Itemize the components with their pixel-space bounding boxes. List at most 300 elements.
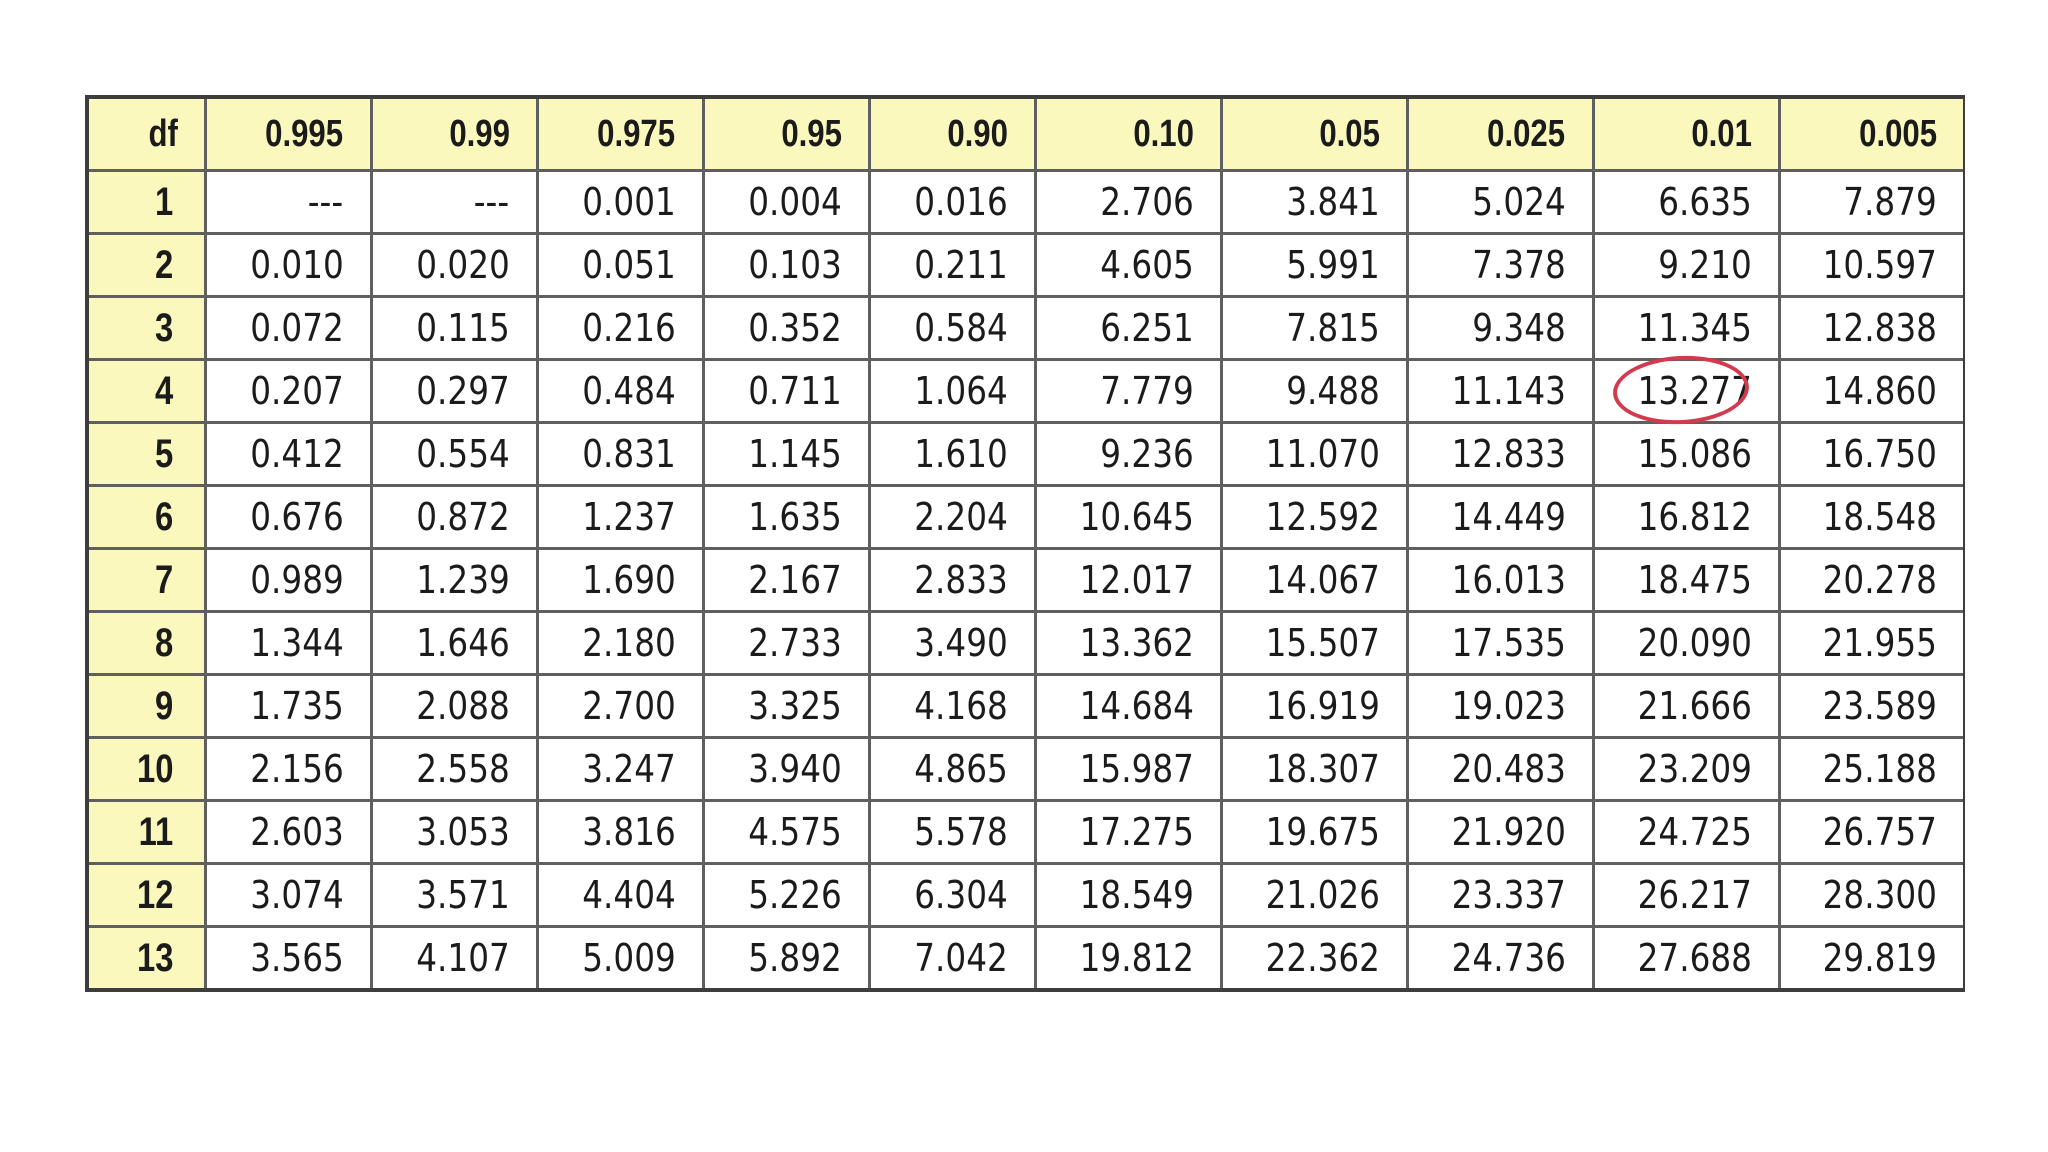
table-cell — [1779, 423, 1965, 486]
cell-value: 12.592 — [1265, 495, 1380, 539]
table-cell — [371, 171, 537, 234]
table-cell — [1593, 675, 1779, 738]
table-row — [87, 171, 1965, 234]
cell-value: 2.833 — [913, 558, 1008, 602]
cell-value: 3.053 — [415, 810, 510, 854]
column-header — [1593, 97, 1779, 171]
table-cell — [869, 234, 1035, 297]
column-header — [1407, 97, 1593, 171]
cell-value: 0.831 — [581, 432, 676, 476]
table-cell — [371, 423, 537, 486]
table-row — [87, 486, 1965, 549]
row-header-label: 9 — [155, 683, 174, 728]
table-cell — [371, 738, 537, 801]
table-cell — [1221, 486, 1407, 549]
cell-value: 0.016 — [913, 180, 1008, 224]
table-cell — [1779, 549, 1965, 612]
table-cell — [371, 360, 537, 423]
row-header-label: 2 — [155, 242, 174, 287]
table-cell — [1593, 738, 1779, 801]
table-cell — [371, 864, 537, 927]
cell-value: 0.989 — [249, 558, 344, 602]
cell-value: 10.597 — [1822, 243, 1937, 287]
cell-value: 3.565 — [249, 936, 344, 980]
table-cell — [537, 864, 703, 927]
cell-value: --- — [308, 180, 344, 224]
table-row — [87, 423, 1965, 486]
column-header — [703, 97, 869, 171]
table-cell — [1221, 171, 1407, 234]
table-cell — [869, 675, 1035, 738]
cell-value: 2.700 — [581, 684, 676, 728]
table-cell — [1407, 927, 1593, 991]
cell-value: 7.779 — [1099, 369, 1194, 413]
cell-value: 0.352 — [747, 306, 842, 350]
table-cell — [205, 927, 371, 991]
table-row — [87, 864, 1965, 927]
table-row — [87, 297, 1965, 360]
table-cell — [1035, 864, 1221, 927]
cell-value: 1.690 — [581, 558, 676, 602]
cell-value: 1.239 — [415, 558, 510, 602]
table-cell — [1221, 801, 1407, 864]
table-cell — [537, 234, 703, 297]
row-header-label: 1 — [155, 179, 174, 224]
cell-value: 23.337 — [1451, 873, 1566, 917]
table-body — [87, 171, 1965, 991]
table-cell — [1035, 612, 1221, 675]
cell-value: 2.204 — [913, 495, 1008, 539]
table-cell — [869, 360, 1035, 423]
cell-value: 4.107 — [415, 936, 510, 980]
table-cell — [1407, 864, 1593, 927]
table-cell — [703, 171, 869, 234]
cell-value: 0.103 — [747, 243, 842, 287]
cell-value: --- — [474, 180, 510, 224]
table-cell — [703, 549, 869, 612]
table-row — [87, 360, 1965, 423]
table-cell — [537, 486, 703, 549]
table-cell — [205, 738, 371, 801]
table-cell — [1407, 171, 1593, 234]
chi-square-table — [85, 95, 1965, 992]
cell-value: 26.757 — [1822, 810, 1937, 854]
cell-value: 3.940 — [747, 747, 842, 791]
cell-value: 5.024 — [1471, 180, 1566, 224]
table-cell — [1779, 486, 1965, 549]
table-row — [87, 234, 1965, 297]
table-cell — [703, 864, 869, 927]
cell-value: 9.236 — [1099, 432, 1194, 476]
table-cell — [1221, 234, 1407, 297]
table-cell — [1593, 297, 1779, 360]
cell-value: 1.145 — [747, 432, 842, 476]
cell-value: 0.297 — [415, 369, 510, 413]
table-cell — [1407, 360, 1593, 423]
table-cell — [1593, 864, 1779, 927]
cell-value: 5.009 — [581, 936, 676, 980]
cell-value: 7.879 — [1843, 180, 1937, 224]
table-cell — [537, 927, 703, 991]
table-cell — [1035, 360, 1221, 423]
table-cell — [1593, 486, 1779, 549]
row-header-df — [87, 612, 205, 675]
row-header-df — [87, 423, 205, 486]
cell-value: 0.051 — [581, 243, 676, 287]
cell-value: 19.675 — [1265, 810, 1380, 854]
table-cell — [703, 486, 869, 549]
column-header-label: 0.90 — [946, 112, 1008, 155]
cell-value: 27.688 — [1637, 936, 1752, 980]
cell-value: 19.023 — [1451, 684, 1566, 728]
table-cell — [1593, 927, 1779, 991]
table-cell — [1779, 738, 1965, 801]
table-row — [87, 549, 1965, 612]
column-header — [1035, 97, 1221, 171]
cell-value: 15.987 — [1079, 747, 1194, 791]
cell-value: 24.736 — [1451, 936, 1566, 980]
table-cell — [703, 423, 869, 486]
table-cell — [703, 297, 869, 360]
cell-value: 15.086 — [1637, 432, 1752, 476]
cell-value: 12.833 — [1451, 432, 1566, 476]
cell-value: 20.278 — [1822, 558, 1937, 602]
table-cell — [1035, 549, 1221, 612]
table-cell — [703, 612, 869, 675]
cell-value: 17.275 — [1079, 810, 1194, 854]
row-header-df — [87, 171, 205, 234]
table-cell — [1779, 234, 1965, 297]
cell-value: 21.955 — [1822, 621, 1937, 665]
cell-value: 12.838 — [1822, 306, 1937, 350]
cell-value: 7.042 — [913, 936, 1008, 980]
row-header-label: 12 — [137, 872, 174, 917]
cell-value: 4.865 — [913, 747, 1008, 791]
table-cell — [1779, 297, 1965, 360]
cell-value: 11.143 — [1451, 369, 1566, 413]
cell-value: 23.589 — [1822, 684, 1937, 728]
cell-value: 5.991 — [1285, 243, 1380, 287]
cell-value: 25.188 — [1822, 747, 1937, 791]
row-header-label: 5 — [155, 431, 174, 476]
table-cell — [1221, 927, 1407, 991]
cell-value: 13.277 — [1637, 369, 1752, 413]
cell-value: 16.919 — [1265, 684, 1380, 728]
table-cell — [1221, 864, 1407, 927]
cell-value: 0.584 — [913, 306, 1008, 350]
cell-value: 0.211 — [913, 243, 1008, 287]
table-cell — [1593, 549, 1779, 612]
table-cell — [537, 801, 703, 864]
table-cell — [869, 549, 1035, 612]
table-cell — [205, 423, 371, 486]
table-cell — [371, 927, 537, 991]
table-cell — [1035, 234, 1221, 297]
cell-value: 16.013 — [1451, 558, 1566, 602]
table-row — [87, 612, 1965, 675]
table-cell — [1779, 927, 1965, 991]
row-header-label: 8 — [155, 620, 174, 665]
column-header-label: 0.975 — [597, 112, 676, 155]
cell-value: 5.892 — [747, 936, 842, 980]
cell-value: 1.344 — [249, 621, 344, 665]
column-header-label: 0.01 — [1690, 112, 1752, 155]
cell-value: 2.733 — [747, 621, 842, 665]
table-cell — [869, 486, 1035, 549]
row-header-df — [87, 801, 205, 864]
table-cell — [205, 801, 371, 864]
cell-value: 22.362 — [1265, 936, 1380, 980]
table-cell — [703, 360, 869, 423]
cell-value: 3.490 — [913, 621, 1008, 665]
table-cell — [537, 423, 703, 486]
row-header-label: 13 — [137, 935, 174, 980]
table-cell — [869, 423, 1035, 486]
table-cell — [371, 234, 537, 297]
cell-value: 2.558 — [415, 747, 510, 791]
table-cell — [1407, 234, 1593, 297]
cell-value: 0.072 — [249, 306, 344, 350]
table-cell — [1407, 423, 1593, 486]
table-cell — [537, 360, 703, 423]
table-cell — [703, 234, 869, 297]
cell-value: 17.535 — [1451, 621, 1566, 665]
cell-value: 2.706 — [1099, 180, 1194, 224]
table-cell — [869, 801, 1035, 864]
table-cell — [869, 612, 1035, 675]
table-cell — [1407, 549, 1593, 612]
cell-value: 28.300 — [1822, 873, 1937, 917]
cell-value: 1.064 — [913, 369, 1008, 413]
column-header — [371, 97, 537, 171]
table-cell — [869, 297, 1035, 360]
cell-value: 9.348 — [1471, 306, 1566, 350]
table-cell — [1593, 423, 1779, 486]
table-cell — [1221, 549, 1407, 612]
row-header-df — [87, 297, 205, 360]
table-cell — [1035, 171, 1221, 234]
table-cell — [1407, 801, 1593, 864]
column-header-label: df — [148, 112, 178, 155]
cell-value: 0.676 — [249, 495, 344, 539]
chi-square-table-viewport — [85, 95, 1965, 993]
table-cell — [371, 675, 537, 738]
cell-value: 1.646 — [415, 621, 510, 665]
table-cell — [1407, 675, 1593, 738]
cell-value: 18.475 — [1637, 558, 1752, 602]
table-cell — [869, 864, 1035, 927]
table-cell — [371, 297, 537, 360]
cell-value: 14.860 — [1822, 369, 1937, 413]
cell-value: 5.578 — [913, 810, 1008, 854]
cell-value: 14.067 — [1265, 558, 1380, 602]
cell-value: 7.378 — [1471, 243, 1566, 287]
table-cell — [1035, 486, 1221, 549]
cell-value: 9.210 — [1657, 243, 1752, 287]
row-header-df — [87, 234, 205, 297]
cell-value: 11.345 — [1637, 306, 1752, 350]
cell-value: 1.635 — [747, 495, 842, 539]
table-cell — [1779, 612, 1965, 675]
table-cell — [869, 927, 1035, 991]
cell-value: 21.920 — [1451, 810, 1566, 854]
row-header-df — [87, 486, 205, 549]
cell-value: 0.115 — [415, 306, 510, 350]
table-cell — [869, 171, 1035, 234]
cell-value: 13.362 — [1079, 621, 1194, 665]
cell-value: 0.020 — [415, 243, 510, 287]
table-cell — [1407, 486, 1593, 549]
cell-value: 1.735 — [249, 684, 344, 728]
table-cell — [537, 297, 703, 360]
table-cell — [1407, 612, 1593, 675]
table-cell — [1779, 171, 1965, 234]
table-cell — [537, 549, 703, 612]
table-cell — [1221, 423, 1407, 486]
cell-value: 4.168 — [913, 684, 1008, 728]
cell-value: 14.684 — [1079, 684, 1194, 728]
cell-value: 3.841 — [1285, 180, 1380, 224]
row-header-df — [87, 549, 205, 612]
cell-value: 2.156 — [249, 747, 344, 791]
cell-value: 3.571 — [415, 873, 510, 917]
table-cell — [703, 801, 869, 864]
cell-value: 2.167 — [747, 558, 842, 602]
table-cell — [1221, 360, 1407, 423]
column-header-label: 0.99 — [448, 112, 510, 155]
cell-value: 16.812 — [1637, 495, 1752, 539]
table-cell — [205, 612, 371, 675]
table-cell — [1221, 612, 1407, 675]
cell-value: 0.484 — [581, 369, 676, 413]
table-cell — [1779, 801, 1965, 864]
row-header-label: 7 — [155, 557, 174, 602]
cell-value: 0.216 — [581, 306, 676, 350]
cell-value: 23.209 — [1637, 747, 1752, 791]
cell-value: 29.819 — [1822, 936, 1937, 980]
table-cell — [1035, 738, 1221, 801]
table-cell — [703, 675, 869, 738]
cell-value: 7.815 — [1285, 306, 1380, 350]
table-cell — [1221, 675, 1407, 738]
cell-value: 2.088 — [415, 684, 510, 728]
table-cell — [1593, 360, 1779, 423]
table-cell — [537, 612, 703, 675]
table-header-row — [87, 97, 1965, 171]
table-cell — [371, 801, 537, 864]
row-header-label: 6 — [155, 494, 174, 539]
cell-value: 21.026 — [1265, 873, 1380, 917]
table-row — [87, 738, 1965, 801]
cell-value: 19.812 — [1079, 936, 1194, 980]
table-cell — [205, 297, 371, 360]
cell-value: 4.575 — [747, 810, 842, 854]
cell-value: 3.247 — [581, 747, 676, 791]
row-header-df — [87, 738, 205, 801]
table-row — [87, 675, 1965, 738]
table-cell — [869, 738, 1035, 801]
table-row — [87, 801, 1965, 864]
cell-value: 3.074 — [249, 873, 344, 917]
row-header-df — [87, 360, 205, 423]
cell-value: 0.010 — [249, 243, 344, 287]
table-cell — [1407, 297, 1593, 360]
column-header-label: 0.05 — [1318, 112, 1380, 155]
table-cell — [1221, 297, 1407, 360]
column-header — [537, 97, 703, 171]
cell-value: 10.645 — [1079, 495, 1194, 539]
cell-value: 18.307 — [1265, 747, 1380, 791]
cell-value: 16.750 — [1822, 432, 1937, 476]
table-row — [87, 927, 1965, 991]
row-header-label: 3 — [155, 305, 174, 350]
table-cell — [537, 171, 703, 234]
table-cell — [1035, 423, 1221, 486]
cell-value: 9.488 — [1285, 369, 1380, 413]
cell-value: 4.404 — [581, 873, 676, 917]
cell-value: 0.004 — [747, 180, 842, 224]
column-header — [1779, 97, 1965, 171]
table-cell — [205, 675, 371, 738]
column-header-label: 0.995 — [265, 112, 344, 155]
cell-value: 0.207 — [249, 369, 344, 413]
cell-value: 18.549 — [1079, 873, 1194, 917]
row-header-label: 11 — [138, 809, 174, 854]
cell-value: 6.635 — [1657, 180, 1752, 224]
table-cell — [371, 486, 537, 549]
column-header-label: 0.025 — [1487, 112, 1566, 155]
cell-value: 2.603 — [249, 810, 344, 854]
cell-value: 0.711 — [747, 369, 842, 413]
table-cell — [205, 549, 371, 612]
cell-value: 0.554 — [415, 432, 510, 476]
cell-value: 2.180 — [581, 621, 676, 665]
cell-value: 20.090 — [1637, 621, 1752, 665]
row-header-label: 4 — [155, 368, 174, 413]
row-header-df — [87, 864, 205, 927]
table-cell — [1593, 612, 1779, 675]
row-header-df — [87, 675, 205, 738]
cell-value: 6.304 — [913, 873, 1008, 917]
table-cell — [371, 549, 537, 612]
cell-value: 6.251 — [1099, 306, 1194, 350]
table-cell — [703, 927, 869, 991]
table-cell — [205, 234, 371, 297]
cell-value: 1.610 — [913, 432, 1008, 476]
cell-value: 11.070 — [1265, 432, 1380, 476]
column-header — [205, 97, 371, 171]
table-cell — [205, 864, 371, 927]
cell-value: 3.816 — [581, 810, 676, 854]
table-cell — [205, 171, 371, 234]
cell-value: 24.725 — [1637, 810, 1752, 854]
table-cell — [1221, 738, 1407, 801]
cell-value: 15.507 — [1265, 621, 1380, 665]
column-header-df — [87, 97, 205, 171]
table-cell — [537, 675, 703, 738]
table-cell — [1593, 171, 1779, 234]
table-cell — [1593, 234, 1779, 297]
cell-value: 18.548 — [1822, 495, 1937, 539]
table-cell — [205, 486, 371, 549]
cell-value: 3.325 — [747, 684, 842, 728]
cell-value: 0.872 — [415, 495, 510, 539]
table-cell — [537, 738, 703, 801]
column-header — [869, 97, 1035, 171]
column-header-label: 0.95 — [780, 112, 842, 155]
column-header — [1221, 97, 1407, 171]
table-cell — [205, 360, 371, 423]
